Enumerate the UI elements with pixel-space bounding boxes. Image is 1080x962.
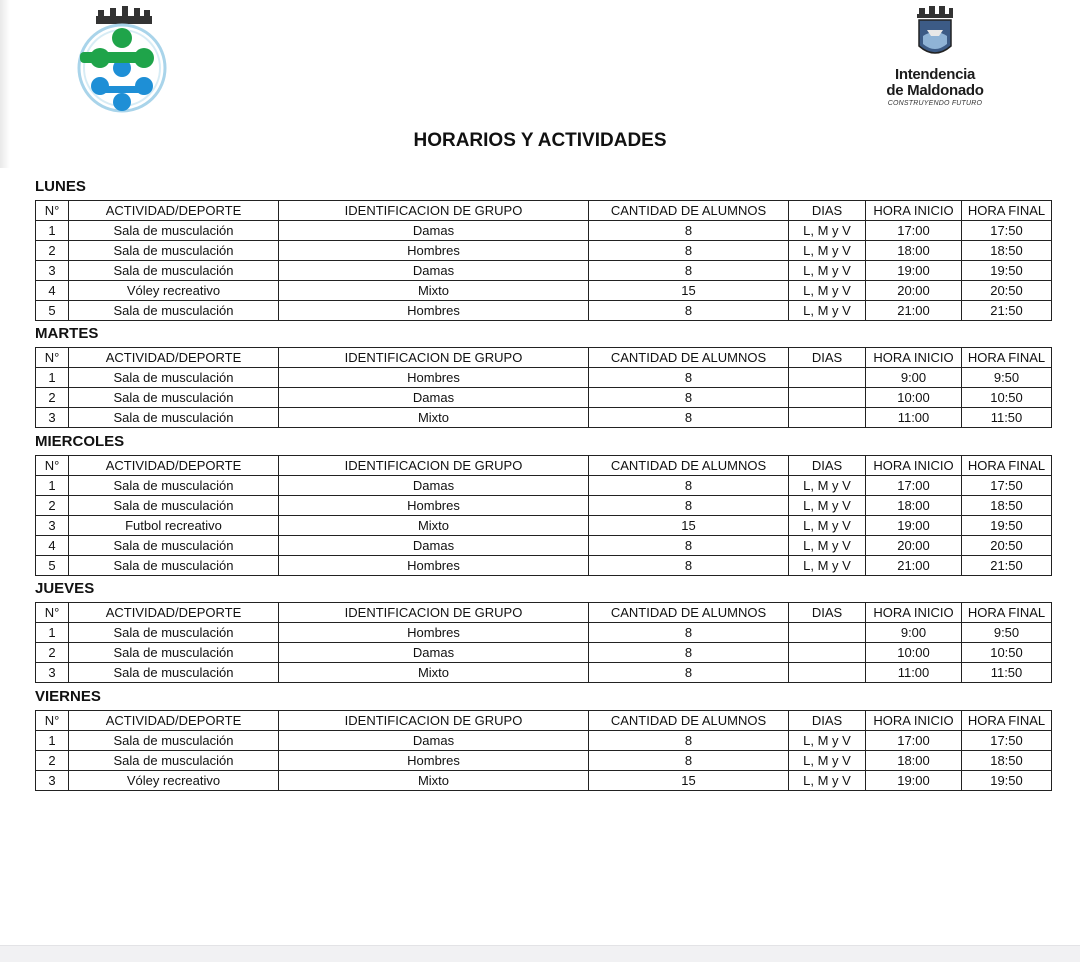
cell-activity: Vóley recreativo	[69, 281, 279, 301]
cell-group: Mixto	[279, 663, 589, 683]
cell-number: 2	[36, 643, 69, 663]
cell-activity: Sala de musculación	[69, 731, 279, 751]
cell-days: L, M y V	[789, 556, 866, 576]
cell-end: 20:50	[962, 281, 1052, 301]
table-row	[36, 516, 1052, 536]
intendencia-logo	[880, 4, 990, 116]
column-header: IDENTIFICACION DE GRUPO	[279, 201, 589, 221]
table-row	[36, 643, 1052, 663]
cell-days	[789, 663, 866, 683]
column-header: HORA INICIO	[866, 201, 962, 221]
cell-activity: Sala de musculación	[69, 261, 279, 281]
cell-start: 9:00	[866, 368, 962, 388]
day-label-miercoles: MIERCOLES	[35, 433, 125, 450]
table-row	[36, 496, 1052, 516]
cell-end: 19:50	[962, 771, 1052, 791]
table-row	[36, 663, 1052, 683]
cell-students: 8	[589, 388, 789, 408]
table-row	[36, 476, 1052, 496]
column-header: N°	[36, 201, 69, 221]
cell-number: 3	[36, 771, 69, 791]
table-row	[36, 536, 1052, 556]
cell-group: Damas	[279, 643, 589, 663]
table-header-row	[36, 348, 1052, 368]
cell-end: 17:50	[962, 221, 1052, 241]
cell-start: 19:00	[866, 771, 962, 791]
column-header: ACTIVIDAD/DEPORTE	[69, 456, 279, 476]
table-row	[36, 301, 1052, 321]
cell-activity: Sala de musculación	[69, 751, 279, 771]
table-header-row	[36, 201, 1052, 221]
cell-end: 18:50	[962, 241, 1052, 261]
cell-students: 8	[589, 241, 789, 261]
cell-number: 1	[36, 368, 69, 388]
column-header: DIAS	[789, 711, 866, 731]
cell-days: L, M y V	[789, 731, 866, 751]
cell-activity: Futbol recreativo	[69, 516, 279, 536]
brand-name-line1: Intendencia	[894, 66, 976, 83]
table-row	[36, 261, 1052, 281]
table-row	[36, 408, 1052, 428]
column-header: DIAS	[789, 201, 866, 221]
column-header: IDENTIFICACION DE GRUPO	[279, 348, 589, 368]
cell-activity: Sala de musculación	[69, 623, 279, 643]
table-row	[36, 281, 1052, 301]
cell-days: L, M y V	[789, 261, 866, 281]
column-header: N°	[36, 456, 69, 476]
cell-activity: Sala de musculación	[69, 408, 279, 428]
cell-activity: Sala de musculación	[69, 241, 279, 261]
cell-end: 10:50	[962, 388, 1052, 408]
cell-number: 3	[36, 408, 69, 428]
column-header: CANTIDAD DE ALUMNOS	[589, 348, 789, 368]
cell-number: 5	[36, 556, 69, 576]
cell-group: Hombres	[279, 241, 589, 261]
cell-start: 17:00	[866, 476, 962, 496]
column-header: CANTIDAD DE ALUMNOS	[589, 603, 789, 623]
column-header: ACTIVIDAD/DEPORTE	[69, 201, 279, 221]
cell-end: 19:50	[962, 516, 1052, 536]
cell-group: Damas	[279, 731, 589, 751]
brand-name-line2: de Maldonado	[886, 82, 984, 99]
cell-start: 21:00	[866, 556, 962, 576]
column-header: HORA FINAL	[962, 456, 1052, 476]
cell-days: L, M y V	[789, 771, 866, 791]
cell-start: 10:00	[866, 388, 962, 408]
cell-number: 1	[36, 623, 69, 643]
cell-students: 8	[589, 301, 789, 321]
cell-start: 10:00	[866, 643, 962, 663]
cell-activity: Sala de musculación	[69, 476, 279, 496]
cell-number: 2	[36, 496, 69, 516]
cell-students: 8	[589, 623, 789, 643]
column-header: HORA INICIO	[866, 711, 962, 731]
cell-students: 8	[589, 408, 789, 428]
cell-end: 20:50	[962, 536, 1052, 556]
cell-group: Mixto	[279, 408, 589, 428]
cell-start: 17:00	[866, 731, 962, 751]
cell-group: Hombres	[279, 623, 589, 643]
cell-number: 3	[36, 261, 69, 281]
cell-students: 8	[589, 536, 789, 556]
cell-number: 4	[36, 281, 69, 301]
cell-students: 8	[589, 368, 789, 388]
cell-students: 8	[589, 496, 789, 516]
cell-end: 10:50	[962, 643, 1052, 663]
cell-end: 21:50	[962, 301, 1052, 321]
column-header: CANTIDAD DE ALUMNOS	[589, 201, 789, 221]
column-header: HORA INICIO	[866, 348, 962, 368]
cell-students: 8	[589, 556, 789, 576]
table-header-row	[36, 456, 1052, 476]
cell-number: 2	[36, 388, 69, 408]
cell-students: 8	[589, 261, 789, 281]
cell-activity: Sala de musculación	[69, 556, 279, 576]
cell-start: 11:00	[866, 408, 962, 428]
column-header: ACTIVIDAD/DEPORTE	[69, 603, 279, 623]
cell-group: Damas	[279, 536, 589, 556]
cell-students: 8	[589, 221, 789, 241]
cell-group: Damas	[279, 476, 589, 496]
municipio-castle-circle-icon	[74, 6, 174, 116]
column-header: N°	[36, 711, 69, 731]
table-header-row	[36, 711, 1052, 731]
schedule-table-miercoles	[35, 455, 1052, 576]
municipio-logo	[74, 6, 174, 116]
cell-start: 18:00	[866, 496, 962, 516]
column-header: DIAS	[789, 603, 866, 623]
column-header: HORA FINAL	[962, 711, 1052, 731]
cell-activity: Sala de musculación	[69, 496, 279, 516]
cell-group: Hombres	[279, 368, 589, 388]
table-row	[36, 241, 1052, 261]
column-header: HORA FINAL	[962, 348, 1052, 368]
cell-start: 18:00	[866, 751, 962, 771]
cell-days	[789, 623, 866, 643]
cell-students: 8	[589, 731, 789, 751]
cell-students: 8	[589, 476, 789, 496]
schedule-table-viernes	[35, 710, 1052, 791]
cell-group: Damas	[279, 221, 589, 241]
column-header: HORA INICIO	[866, 603, 962, 623]
cell-group: Hombres	[279, 496, 589, 516]
table-header-row	[36, 603, 1052, 623]
cell-activity: Sala de musculación	[69, 663, 279, 683]
cell-start: 20:00	[866, 536, 962, 556]
cell-start: 11:00	[866, 663, 962, 683]
column-header: DIAS	[789, 348, 866, 368]
day-label-lunes: LUNES	[35, 178, 86, 195]
column-header: IDENTIFICACION DE GRUPO	[279, 603, 589, 623]
cell-end: 9:50	[962, 623, 1052, 643]
cell-end: 11:50	[962, 663, 1052, 683]
table-row	[36, 731, 1052, 751]
day-label-jueves: JUEVES	[35, 580, 95, 597]
cell-end: 9:50	[962, 368, 1052, 388]
cell-end: 11:50	[962, 408, 1052, 428]
cell-activity: Sala de musculación	[69, 221, 279, 241]
table-row	[36, 221, 1052, 241]
column-header: CANTIDAD DE ALUMNOS	[589, 456, 789, 476]
cell-group: Hombres	[279, 751, 589, 771]
cell-end: 17:50	[962, 731, 1052, 751]
cell-end: 21:50	[962, 556, 1052, 576]
cell-days	[789, 368, 866, 388]
column-header: IDENTIFICACION DE GRUPO	[279, 456, 589, 476]
cell-activity: Sala de musculación	[69, 368, 279, 388]
cell-group: Mixto	[279, 516, 589, 536]
column-header: IDENTIFICACION DE GRUPO	[279, 711, 589, 731]
cell-start: 21:00	[866, 301, 962, 321]
cell-days: L, M y V	[789, 241, 866, 261]
cell-number: 1	[36, 476, 69, 496]
cell-days: L, M y V	[789, 301, 866, 321]
cell-days: L, M y V	[789, 476, 866, 496]
bottom-band	[0, 945, 1080, 962]
column-header: HORA FINAL	[962, 603, 1052, 623]
column-header: ACTIVIDAD/DEPORTE	[69, 711, 279, 731]
day-label-viernes: VIERNES	[35, 688, 101, 705]
cell-number: 5	[36, 301, 69, 321]
table-row	[36, 388, 1052, 408]
cell-end: 18:50	[962, 751, 1052, 771]
cell-students: 15	[589, 771, 789, 791]
cell-start: 9:00	[866, 623, 962, 643]
cell-activity: Sala de musculación	[69, 643, 279, 663]
cell-days: L, M y V	[789, 751, 866, 771]
cell-students: 15	[589, 516, 789, 536]
schedule-table-jueves	[35, 602, 1052, 683]
cell-days	[789, 388, 866, 408]
table-row	[36, 556, 1052, 576]
cell-group: Mixto	[279, 281, 589, 301]
cell-number: 1	[36, 221, 69, 241]
column-header: N°	[36, 348, 69, 368]
cell-group: Mixto	[279, 771, 589, 791]
table-row	[36, 368, 1052, 388]
schedule-table-martes	[35, 347, 1052, 428]
cell-start: 19:00	[866, 261, 962, 281]
column-header: CANTIDAD DE ALUMNOS	[589, 711, 789, 731]
cell-number: 2	[36, 241, 69, 261]
cell-activity: Sala de musculación	[69, 536, 279, 556]
table-row	[36, 771, 1052, 791]
brand-tagline: CONSTRUYENDO FUTURO	[887, 100, 983, 107]
cell-activity: Sala de musculación	[69, 301, 279, 321]
cell-end: 19:50	[962, 261, 1052, 281]
cell-days: L, M y V	[789, 536, 866, 556]
cell-group: Damas	[279, 261, 589, 281]
column-header: HORA INICIO	[866, 456, 962, 476]
cell-end: 17:50	[962, 476, 1052, 496]
maldonado-coat-of-arms-icon	[880, 4, 990, 64]
cell-activity: Vóley recreativo	[69, 771, 279, 791]
page-title: HORARIOS Y ACTIVIDADES	[413, 130, 667, 151]
cell-group: Hombres	[279, 301, 589, 321]
cell-days: L, M y V	[789, 281, 866, 301]
cell-students: 15	[589, 281, 789, 301]
cell-start: 19:00	[866, 516, 962, 536]
cell-students: 8	[589, 643, 789, 663]
cell-number: 2	[36, 751, 69, 771]
cell-days: L, M y V	[789, 516, 866, 536]
column-header: ACTIVIDAD/DEPORTE	[69, 348, 279, 368]
cell-days: L, M y V	[789, 496, 866, 516]
schedule-table-lunes	[35, 200, 1052, 321]
cell-end: 18:50	[962, 496, 1052, 516]
cell-start: 18:00	[866, 241, 962, 261]
cell-start: 20:00	[866, 281, 962, 301]
cell-start: 17:00	[866, 221, 962, 241]
cell-activity: Sala de musculación	[69, 388, 279, 408]
cell-group: Hombres	[279, 556, 589, 576]
cell-number: 4	[36, 536, 69, 556]
table-row	[36, 623, 1052, 643]
cell-days	[789, 643, 866, 663]
cell-students: 8	[589, 751, 789, 771]
cell-group: Damas	[279, 388, 589, 408]
cell-number: 1	[36, 731, 69, 751]
column-header: HORA FINAL	[962, 201, 1052, 221]
cell-students: 8	[589, 663, 789, 683]
day-label-martes: MARTES	[35, 325, 99, 342]
cell-number: 3	[36, 663, 69, 683]
cell-days	[789, 408, 866, 428]
cell-number: 3	[36, 516, 69, 536]
column-header: DIAS	[789, 456, 866, 476]
column-header: N°	[36, 603, 69, 623]
cell-days: L, M y V	[789, 221, 866, 241]
table-row	[36, 751, 1052, 771]
